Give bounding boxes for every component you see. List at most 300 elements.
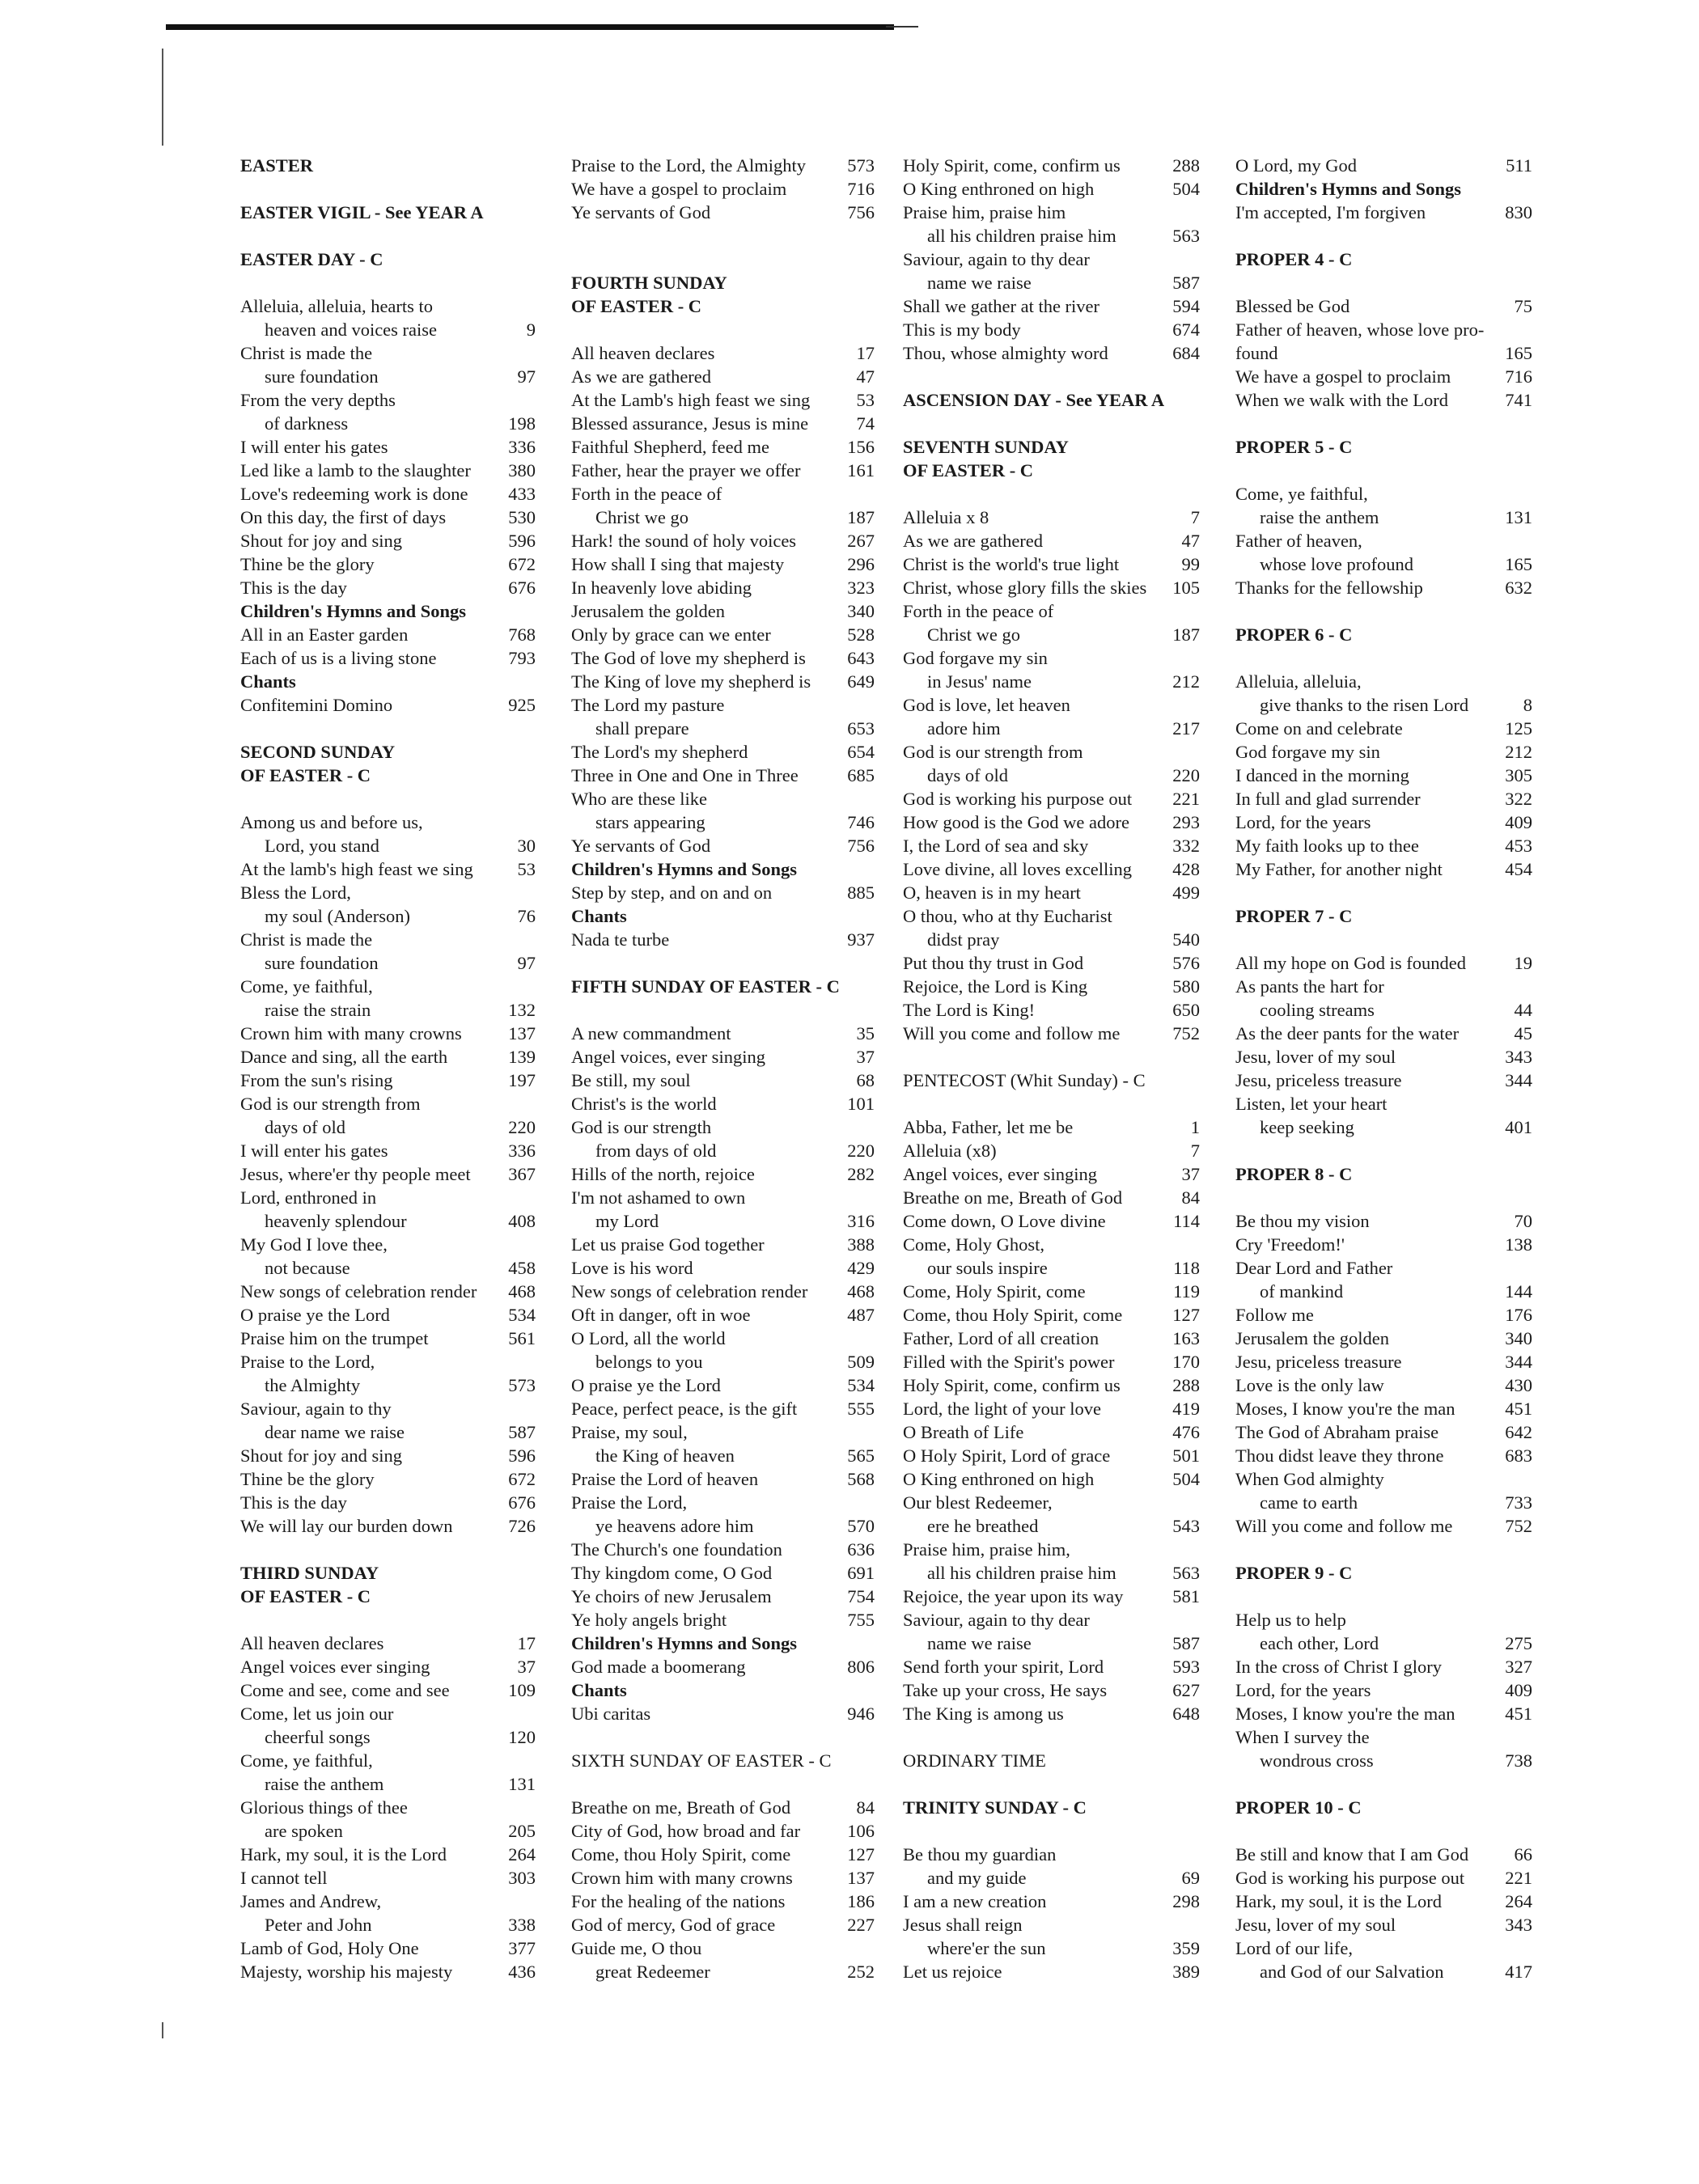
hymn-entry-line: [571, 1960, 875, 1983]
spacer: [1235, 459, 1532, 482]
hymn-entry: [1235, 1866, 1532, 1890]
hymn-title: Bless the Lord,: [240, 882, 351, 903]
hymn-entry: [903, 576, 1200, 599]
hymn-entry-line: [903, 1233, 1200, 1256]
hymn-number: 587: [1172, 1633, 1200, 1653]
hymn-entry-line: [240, 881, 536, 904]
hymn-entry: [571, 1092, 875, 1115]
hymn-number: 8: [1523, 695, 1532, 715]
hymn-entry: [903, 1843, 1200, 1890]
hymn-entry: [903, 506, 1200, 529]
spacer: [571, 1725, 875, 1749]
hymn-number: 733: [1505, 1492, 1532, 1513]
hymn-entry-line: [240, 365, 536, 388]
hymn-title: This is the day: [240, 578, 347, 598]
hymn-entry-line: [571, 1115, 875, 1139]
hymn-entry: [240, 1702, 536, 1749]
hymn-title: Come, Holy Ghost,: [903, 1234, 1045, 1255]
hymn-title: I, the Lord of sea and sky: [903, 836, 1089, 856]
hymn-number: 97: [517, 953, 536, 973]
spacer: [1235, 881, 1532, 904]
hymn-entry: [240, 693, 536, 717]
hymn-title: God is our strength from: [903, 742, 1083, 762]
hymn-title: From the very depths: [240, 390, 396, 410]
hymn-entry-line: [571, 1936, 875, 1960]
margin-mark: [162, 49, 163, 146]
hymn-title: Step by step, and on and on: [571, 882, 773, 903]
top-rule: [166, 24, 894, 30]
hymn-number: 161: [847, 460, 875, 480]
spacer: [903, 412, 1200, 435]
hymn-number: 576: [1172, 953, 1200, 973]
hymn-title: At the lamb's high feast we sing: [240, 859, 473, 879]
hymn-number: 99: [1181, 554, 1200, 574]
hymn-title: Christ's is the world: [571, 1094, 717, 1114]
hymn-entry-line: [571, 365, 875, 388]
hymn-number: 593: [1172, 1657, 1200, 1677]
spacer: [1235, 224, 1532, 248]
hymn-entry-line: [571, 1866, 875, 1890]
hymn-number: 163: [1172, 1328, 1200, 1348]
hymn-title: O praise ye the Lord: [240, 1305, 390, 1325]
hymn-entry-line: [1235, 998, 1532, 1022]
hymn-entry: [571, 1843, 875, 1866]
hymn-number: 674: [1172, 320, 1200, 340]
hymn-entry: [571, 1256, 875, 1280]
hymn-entry: [1235, 740, 1532, 764]
hymn-entry-line: [571, 1843, 875, 1866]
hymn-entry-line: [240, 1514, 536, 1538]
hymn-number: 430: [1505, 1375, 1532, 1395]
hymn-number: 684: [1172, 343, 1200, 363]
hymn-number: 596: [508, 1445, 536, 1466]
hymn-entry-line: [903, 1420, 1200, 1444]
hymn-entry-line: [571, 1514, 875, 1538]
hymn-number: 17: [517, 1633, 536, 1653]
hymn-entry-line: [571, 1280, 875, 1303]
hymn-entry: [571, 529, 875, 552]
hymn-entry-line: [571, 1233, 875, 1256]
hymn-title: Ye choirs of new Jerusalem: [571, 1586, 772, 1606]
hymn-number: 131: [1505, 507, 1532, 527]
hymn-entry: [240, 1303, 536, 1327]
hymn-entry-line: [1235, 787, 1532, 811]
hymn-entry-line: [240, 857, 536, 881]
hymn-entry: [571, 1115, 875, 1162]
hymn-number: 53: [517, 859, 536, 879]
hymn-title: Holy Spirit, come, confirm us: [903, 1375, 1121, 1395]
hymn-entry-line: [903, 717, 1200, 740]
hymn-entry-line: [903, 951, 1200, 975]
hymn-title: dear name we raise: [265, 1422, 405, 1442]
hymn-title: On this day, the first of days: [240, 507, 447, 527]
hymn-entry-line: [571, 1209, 875, 1233]
hymn-entry-line: [903, 1022, 1200, 1045]
hymn-title: Guide me, O thou: [571, 1938, 702, 1958]
hymn-number: 340: [847, 601, 875, 621]
hymn-entry: [1235, 1444, 1532, 1467]
section-heading: ASCENSION DAY - See YEAR A: [903, 390, 1165, 410]
section-heading: SECOND SUNDAY: [240, 742, 396, 762]
hymn-entry: [1235, 717, 1532, 740]
hymn-title: Love is his word: [571, 1258, 693, 1278]
hymn-entry-line: [903, 834, 1200, 857]
hymn-number: 101: [847, 1094, 875, 1114]
hymn-entry-line: [1235, 1022, 1532, 1045]
hymn-entry: [1235, 857, 1532, 881]
hymn-entry-line: [1235, 1702, 1532, 1725]
hymn-entry: [903, 998, 1200, 1022]
hymn-number: 555: [847, 1399, 875, 1419]
hymn-title: Crown him with many crowns: [240, 1023, 462, 1043]
hymn-entry: [903, 904, 1200, 951]
hymn-number: 298: [1172, 1891, 1200, 1911]
hymn-number: 716: [847, 179, 875, 199]
hymn-entry: [903, 1678, 1200, 1702]
hymn-title: When I survey the: [1235, 1727, 1370, 1747]
section-heading: FOURTH SUNDAY: [571, 273, 727, 293]
hymn-entry-line: [571, 670, 875, 693]
hymn-entry: [1235, 1397, 1532, 1420]
hymn-entry-line: [571, 764, 875, 787]
hymn-entry-line: [1235, 1843, 1532, 1866]
hymn-number: 793: [508, 648, 536, 668]
hymn-entry-line: [903, 1209, 1200, 1233]
hymn-entry-line: [571, 1819, 875, 1843]
hymn-title: God is our strength: [571, 1117, 712, 1137]
hymn-title: the King of heaven: [595, 1445, 735, 1466]
hymn-number: 327: [1505, 1657, 1532, 1677]
hymn-entry-line: [1235, 388, 1532, 412]
hymn-title: Lord, for the years: [1235, 812, 1371, 832]
hymn-entry-line: [571, 1162, 875, 1186]
hymn-entry: [903, 881, 1200, 904]
hymn-entry-line: [903, 1514, 1200, 1538]
hymn-entry-line: [240, 1186, 536, 1209]
hymn-title: O praise ye the Lord: [571, 1375, 721, 1395]
hymn-entry: [240, 646, 536, 670]
hymn-title: Will you come and follow me: [1235, 1516, 1453, 1536]
spacer: [903, 365, 1200, 388]
hymn-entry: [1235, 1209, 1532, 1233]
hymn-entry-line: [903, 1890, 1200, 1913]
hymn-number: 568: [847, 1469, 875, 1489]
hymn-entry-line: [571, 928, 875, 951]
hymn-title: God of mercy, God of grace: [571, 1915, 776, 1935]
hymn-entry: [240, 1843, 536, 1866]
hymn-entry-line: [903, 506, 1200, 529]
hymn-entry: [903, 1702, 1200, 1725]
hymn-entry: [571, 201, 875, 224]
hymn-entry: [1235, 1373, 1532, 1397]
hymn-title: Father of heaven,: [1235, 531, 1362, 551]
hymn-title: Rejoice, the Lord is King: [903, 976, 1088, 997]
hymn-title: Praise, my soul,: [571, 1422, 688, 1442]
hymn-number: 468: [847, 1281, 875, 1302]
hymn-title: Christ is the world's true light: [903, 554, 1120, 574]
hymn-number: 429: [847, 1258, 875, 1278]
hymn-number: 338: [508, 1915, 536, 1935]
hymn-entry-line: [240, 529, 536, 552]
hymn-entry-line: [240, 1280, 536, 1303]
hymn-entry: [1235, 764, 1532, 787]
hymn-number: 205: [508, 1821, 536, 1841]
hymn-number: 7: [1190, 507, 1200, 527]
hymn-entry-line: [240, 1632, 536, 1655]
hymn-entry: [571, 552, 875, 576]
hymn-entry: [571, 1303, 875, 1327]
hymn-number: 573: [508, 1375, 536, 1395]
hymn-number: 389: [1172, 1962, 1200, 1982]
section-heading: FIFTH SUNDAY OF EASTER - C: [571, 976, 840, 997]
hymn-number: 676: [508, 1492, 536, 1513]
hymn-entry-line: [240, 1678, 536, 1702]
hymn-entry-line: [240, 1327, 536, 1350]
hymn-entry-line: [903, 552, 1200, 576]
hymn-title: Christ is made the: [240, 343, 373, 363]
hymn-entry-line: [571, 1186, 875, 1209]
hymn-title: keep seeking: [1260, 1117, 1354, 1137]
hymn-number: 573: [847, 155, 875, 176]
hymn-entry: [240, 435, 536, 459]
hymn-entry-line: [1235, 764, 1532, 787]
hymn-title: Jesu, lover of my soul: [1235, 1047, 1396, 1067]
hymn-entry: [903, 1960, 1200, 1983]
hymn-entry: [903, 1538, 1200, 1585]
hymn-title: Forth in the peace of: [903, 601, 1054, 621]
hymn-title: From the sun's rising: [240, 1070, 393, 1090]
hymn-entry-line: [903, 857, 1200, 881]
hymn-entry-line: [240, 1139, 536, 1162]
section-heading: OF EASTER - C: [903, 460, 1034, 480]
hymn-title: I will enter his gates: [240, 1141, 388, 1161]
hymn-entry-line: [571, 1702, 875, 1725]
hymn-entry-line: [903, 928, 1200, 951]
hymn-entry-line: [903, 764, 1200, 787]
hymn-entry-line: [571, 1538, 875, 1561]
hymn-entry-line: [240, 1233, 536, 1256]
hymn-title: Praise him, praise him,: [903, 1539, 1070, 1560]
hymn-entry: [571, 1280, 875, 1303]
hymn-entry-line: [571, 1350, 875, 1373]
hymn-title: Will you come and follow me: [903, 1023, 1121, 1043]
hymn-title: Listen, let your heart: [1235, 1094, 1388, 1114]
hymn-entry-line: [240, 1843, 536, 1866]
hymn-number: 570: [847, 1516, 875, 1536]
hymn-entry-line: [240, 294, 536, 318]
hymn-number: 84: [1181, 1187, 1200, 1208]
hymn-number: 752: [1505, 1516, 1532, 1536]
hymn-entry-line: [1235, 318, 1532, 341]
hymn-entry: [571, 459, 875, 482]
hymn-entry-line: [571, 1092, 875, 1115]
hymn-entry-line: [1235, 1373, 1532, 1397]
hymn-entry: [1235, 951, 1532, 975]
hymn-title: O King enthroned on high: [903, 179, 1095, 199]
hymn-number: 305: [1505, 765, 1532, 785]
hymn-entry-line: [571, 1327, 875, 1350]
hymn-number: 672: [508, 1469, 536, 1489]
hymn-number: 937: [847, 929, 875, 950]
hymn-entry: [1235, 1608, 1532, 1655]
hymn-title: Moses, I know you're the man: [1235, 1399, 1455, 1419]
hymn-title: Faithful Shepherd, feed me: [571, 437, 769, 457]
hymn-number: 683: [1505, 1445, 1532, 1466]
hymn-number: 504: [1172, 179, 1200, 199]
hymn-entry-line: [240, 1796, 536, 1819]
hymn-entry-line: [1235, 1655, 1532, 1678]
hymn-title: cheerful songs: [265, 1727, 371, 1747]
hymn-entry-line: [903, 1444, 1200, 1467]
hymn-number: 409: [1505, 812, 1532, 832]
hymn-number: 267: [847, 531, 875, 551]
hymn-entry: [903, 857, 1200, 881]
hymn-number: 756: [847, 836, 875, 856]
hymn-entry: [571, 599, 875, 623]
hymn-entry-line: [571, 435, 875, 459]
hymn-entry-line: [1235, 1303, 1532, 1327]
hymn-number: 212: [1505, 742, 1532, 762]
hymn-title: my Lord: [595, 1211, 659, 1231]
hymn-number: 288: [1172, 155, 1200, 176]
hymn-number: 227: [847, 1915, 875, 1935]
hymn-entry: [240, 1960, 536, 1983]
hymn-title: ere he breathed: [927, 1516, 1039, 1536]
hymn-number: 165: [1505, 554, 1532, 574]
hymn-entry: [903, 1022, 1200, 1045]
hymn-entry-line: [1235, 1397, 1532, 1420]
hymn-entry-line: [571, 1069, 875, 1092]
hymn-entry-line: [1235, 1045, 1532, 1069]
hymn-entry-line: [240, 412, 536, 435]
hymn-entry-line: [240, 506, 536, 529]
hymn-number: 70: [1514, 1211, 1532, 1231]
hymn-entry-line: [240, 1069, 536, 1092]
hymn-title: Oft in danger, oft in woe: [571, 1305, 751, 1325]
hymn-title: and my guide: [927, 1868, 1027, 1888]
hymn-entry-line: [240, 1936, 536, 1960]
hymn-entry-line: [240, 482, 536, 506]
hymn-entry-line: [903, 1139, 1200, 1162]
hymn-entry-line: [1235, 1632, 1532, 1655]
hymn-number: 186: [847, 1891, 875, 1911]
hymn-entry-line: [1235, 294, 1532, 318]
hymn-entry-line: [240, 459, 536, 482]
hymn-title: All heaven declares: [240, 1633, 384, 1653]
hymn-entry: [903, 1890, 1200, 1913]
hymn-entry-line: [571, 388, 875, 412]
hymn-number: 336: [508, 1141, 536, 1161]
hymn-title: days of old: [265, 1117, 345, 1137]
spacer: [571, 1772, 875, 1796]
hymn-entry-line: [903, 1843, 1200, 1866]
hymn-entry-line: [571, 1045, 875, 1069]
hymn-entry: [1235, 1702, 1532, 1725]
hymn-entry: [1235, 576, 1532, 599]
hymn-number: 323: [847, 578, 875, 598]
hymn-entry-line: [1235, 1280, 1532, 1303]
spacer: [1235, 599, 1532, 623]
hymn-entry: [1235, 1420, 1532, 1444]
hymn-entry-line: [1235, 529, 1532, 552]
hymn-title: Jesu, priceless treasure: [1235, 1352, 1402, 1372]
index-column-4: [1235, 154, 1532, 1983]
hymn-entry: [903, 1608, 1200, 1655]
hymn-title: Nada te turbe: [571, 929, 670, 950]
hymn-number: 69: [1181, 1868, 1200, 1888]
hymn-entry: [240, 881, 536, 928]
hymn-entry: [571, 1162, 875, 1186]
hymn-number: 685: [847, 765, 875, 785]
hymn-title: God is our strength from: [240, 1094, 421, 1114]
hymn-entry-line: [903, 1350, 1200, 1373]
hymn-entry-line: [1235, 1913, 1532, 1936]
hymn-entry-line: [1235, 1514, 1532, 1538]
hymn-entry-line: [571, 1913, 875, 1936]
section-heading: PROPER 8 - C: [1235, 1164, 1353, 1184]
hymn-number: 509: [847, 1352, 875, 1372]
hymn-entry-line: [1235, 811, 1532, 834]
hymn-entry-line: [571, 623, 875, 646]
hymn-entry-line: [903, 881, 1200, 904]
hymn-title: O King enthroned on high: [903, 1469, 1095, 1489]
hymn-entry-line: [240, 1162, 536, 1186]
hymn-entry: [903, 1233, 1200, 1280]
hymn-number: 587: [508, 1422, 536, 1442]
hymn-number: 756: [847, 202, 875, 222]
spacer: [1235, 1819, 1532, 1843]
hymn-entry-line: [903, 670, 1200, 693]
hymn-title: We have a gospel to proclaim: [1235, 366, 1451, 387]
hymn-title: This is my body: [903, 320, 1021, 340]
spacer: [1235, 1538, 1532, 1561]
hymn-entry-line: [571, 529, 875, 552]
hymn-entry-line: [240, 1772, 536, 1796]
hymn-entry-line: [240, 552, 536, 576]
sub-heading: Chants: [240, 671, 296, 692]
hymn-entry: [240, 1655, 536, 1678]
hymn-title: Thanks for the fellowship: [1235, 578, 1423, 598]
hymn-title: Praise the Lord of heaven: [571, 1469, 759, 1489]
sub-heading: Chants: [571, 906, 627, 926]
hymn-number: 476: [1172, 1422, 1200, 1442]
hymn-number: 132: [508, 1000, 536, 1020]
hymn-entry: [903, 693, 1200, 740]
hymn-entry-line: [571, 693, 875, 717]
hymn-entry: [240, 1678, 536, 1702]
hymn-entry-line: [571, 552, 875, 576]
hymn-number: 561: [508, 1328, 536, 1348]
hymn-entry-line: [571, 717, 875, 740]
hymn-number: 653: [847, 718, 875, 739]
hymn-number: 170: [1172, 1352, 1200, 1372]
hymn-entry: [1235, 482, 1532, 529]
hymn-entry-line: [571, 1303, 875, 1327]
hymn-title: Abba, Father, let me be: [903, 1117, 1074, 1137]
hymn-number: 19: [1514, 953, 1532, 973]
hymn-entry-line: [240, 1045, 536, 1069]
index-column-1: [240, 154, 536, 1983]
hymn-entry-line: [240, 1209, 536, 1233]
hymn-entry: [1235, 1725, 1532, 1772]
hymn-title: New songs of celebration render: [240, 1281, 477, 1302]
hymn-title: Angel voices, ever singing: [903, 1164, 1097, 1184]
hymn-entry-line: [903, 1491, 1200, 1514]
hymn-number: 131: [508, 1774, 536, 1794]
hymn-title: Lord, enthroned in: [240, 1187, 377, 1208]
spacer: [571, 248, 875, 271]
hymn-entry: [240, 1514, 536, 1538]
